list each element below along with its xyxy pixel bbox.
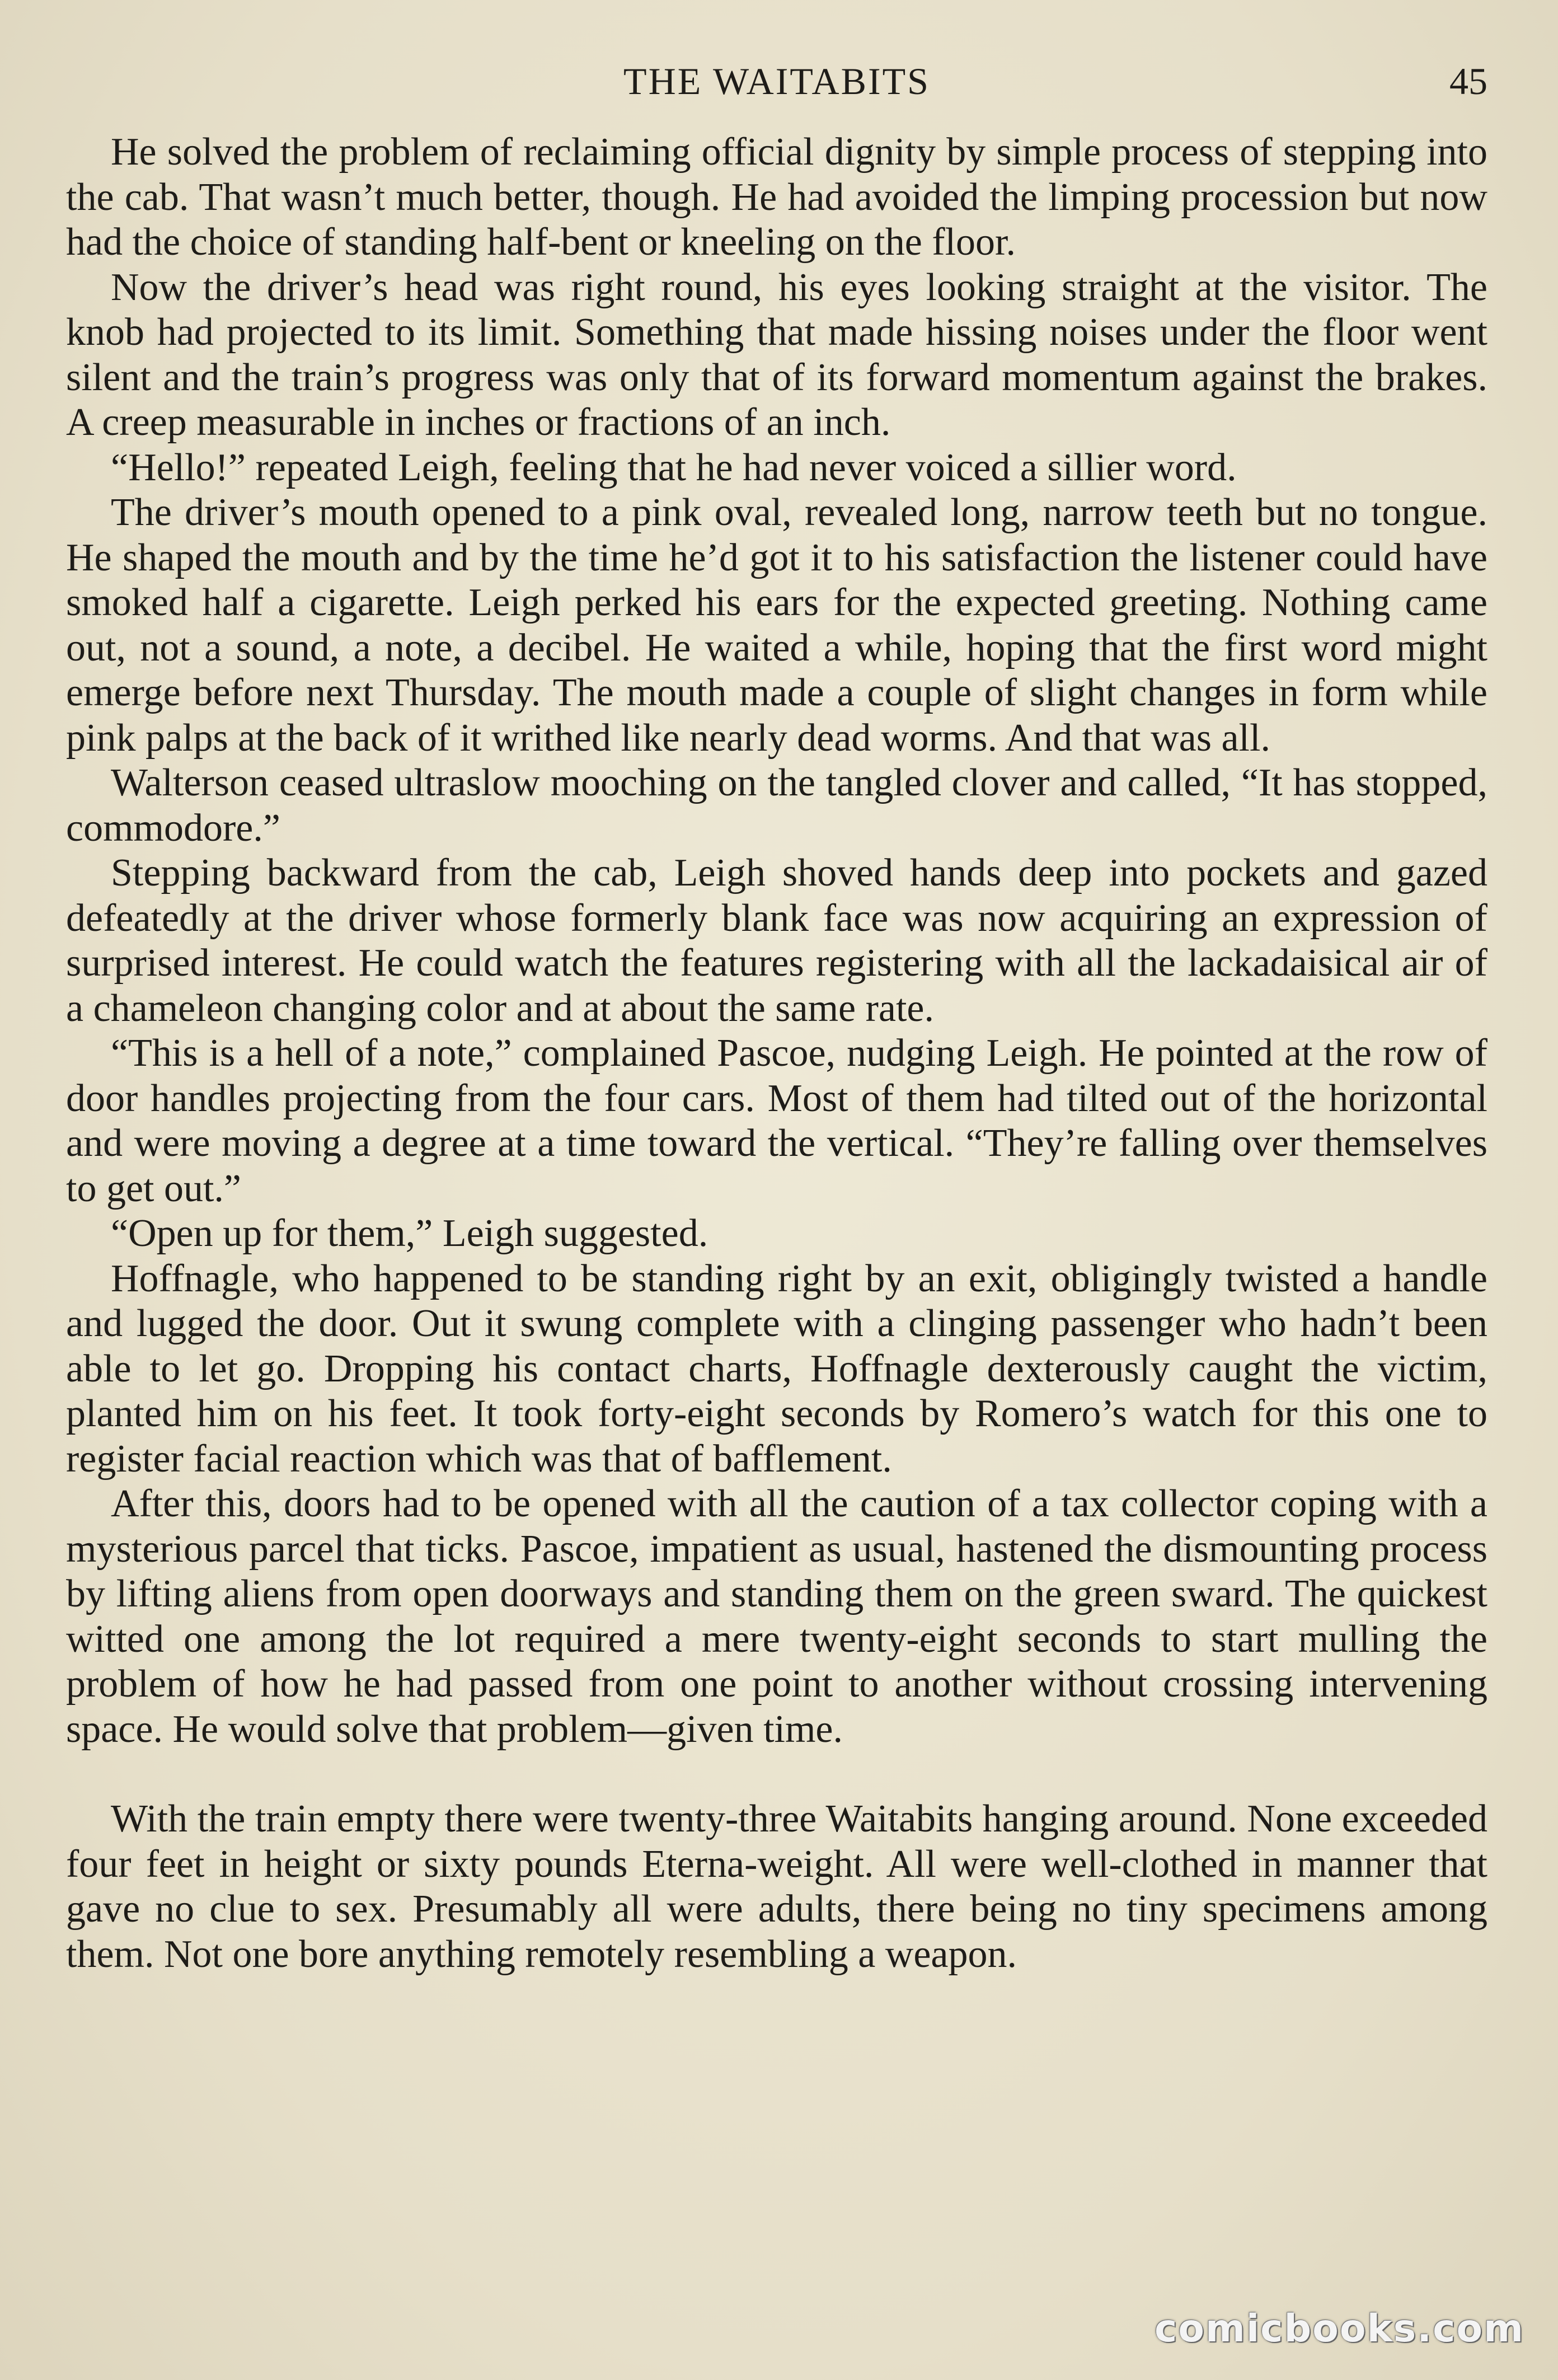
- paragraph: With the train empty there were twenty-three Waitabits hanging around. None exceeded four feet in height or sixty pounds Eterna-weight. All were well-clothed in manner that gave no clue to sex. Presumably all were adults, there being no tiny specimens among them. Not one bore anything remotely resembling a weapon.: [66, 1797, 1487, 1976]
- paragraph: Walterson ceased ultraslow mooching on the tangled clover and called, “It has stopped, commodore.”: [66, 761, 1487, 850]
- paragraph: Now the driver’s head was right round, his eyes looking straight at the visitor. The knob had projected to its limit. Something that made hissing noises under the floor went silent and the train’s progress was only that of its forward momentum against the brakes. A creep measurable in inches or fractions of an inch.: [66, 265, 1487, 444]
- page-number: 45: [1449, 60, 1487, 102]
- paragraph: “This is a hell of a note,” complained Pascoe, nudging Leigh. He pointed at the row of door handles projecting from the four cars. Most of them had tilted out of the horizontal and were moving a degree at a time toward the vertical. “They’re falling over themselves to get out.”: [66, 1032, 1487, 1210]
- paragraph: Stepping backward from the cab, Leigh shoved hands deep into pockets and gazed defeatedly at the driver whose formerly blank face was now acquiring an expression of surprised interest. He could watch the features registering with all the lackadaisical air of a chameleon changing color and at about the same rate.: [66, 851, 1487, 1030]
- watermark: comicbooks.com: [1154, 2307, 1524, 2351]
- paragraph: After this, doors had to be opened with all the caution of a tax collector coping with a mysterious parcel that ticks. Pascoe, impatient as usual, hastened the dismounting process by lifting aliens from open doorways and standing them on the green sward. The quickest witted one among the lot required a mere twenty-eight seconds to start mulling the problem of how he had passed from one point to another without crossing intervening space. He would solve that problem—given time.: [66, 1482, 1487, 1751]
- paragraph: “Open up for them,” Leigh suggested.: [111, 1212, 708, 1255]
- paragraph: Hoffnagle, who happened to be standing right by an exit, obligingly twisted a handle and lugged the door. Out it swung complete with a clinging passenger who hadn’t been able to let go. Dropping his contact charts, Hoffnagle dexterously caught the victim, planted him on his feet. It took forty-eight seconds by Romero’s watch for this one to register facial reaction which was that of bafflement.: [66, 1257, 1487, 1481]
- paragraph: “Hello!” repeated Leigh, feeling that he had never voiced a sillier word.: [111, 446, 1237, 489]
- paragraph: The driver’s mouth opened to a pink oval, revealed long, narrow teeth but no tongue. He shaped the mouth and by the time he’d got it to his satisfaction the listener could have smoked half a cigarette. Leigh perked his ears for the expected greeting. Nothing came out, not a sound, a note, a decibel. He waited a while, hoping that the first word might emerge before next Thursday. The mouth made a couple of slight changes in form while pink palps at the back of it writhed like nearly dead worms. And that was all.: [66, 491, 1487, 760]
- paragraph: He solved the problem of reclaiming official dignity by simple process of stepping into the cab. That wasn’t much better, though. He had avoided the limping procession but now had the choice of standing half-bent or kneeling on the floor.: [66, 130, 1487, 264]
- running-title: THE WAITABITS: [623, 60, 930, 102]
- body-text: [66, 130, 1487, 1977]
- page-header: [66, 53, 1487, 109]
